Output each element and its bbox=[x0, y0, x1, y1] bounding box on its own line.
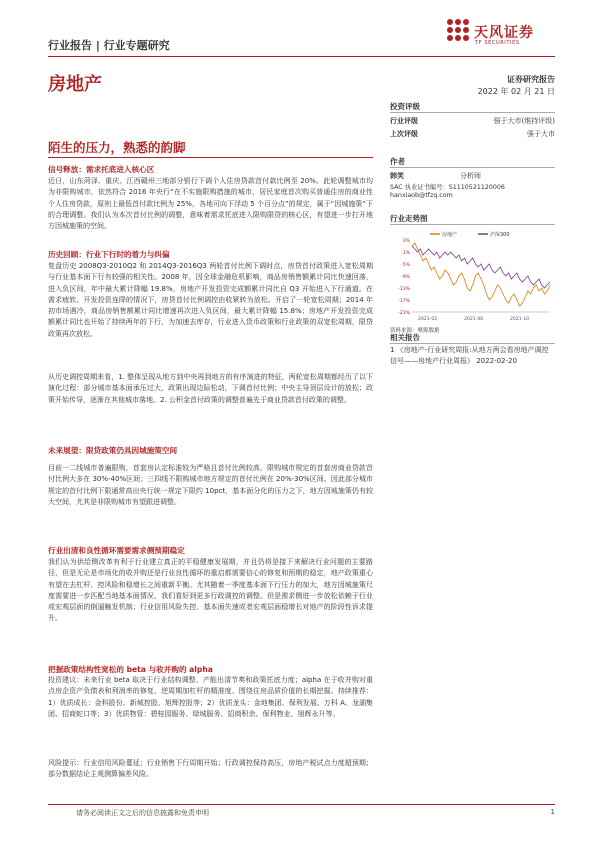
author-email: hanxiaob@tfzq.com bbox=[390, 192, 453, 199]
risk-warning: 风险提示：行业信用风险蔓延；行业销售下行周期开始；行政调控保持高压，房地产税试点力度超预期；部分数据结论主观测算偏差风险。 bbox=[48, 759, 373, 779]
y-tick-label: -5% bbox=[401, 263, 410, 268]
rating-value-0: 强于大市(维持评级) bbox=[493, 117, 555, 125]
related-divider bbox=[390, 343, 555, 344]
rating-label-0: 行业评级 bbox=[390, 117, 418, 125]
series-line-沪深300 bbox=[412, 246, 550, 288]
author-heading: 作者 bbox=[390, 157, 405, 166]
section-heading-6: 把握政策结构性宽松的 beta 与收并购的 alpha bbox=[48, 665, 213, 674]
rating-label-1: 上次评级 bbox=[390, 130, 418, 138]
title-divider bbox=[48, 157, 373, 158]
chart-divider bbox=[390, 224, 555, 225]
y-tick-label: -9% bbox=[401, 275, 410, 280]
sector-title: 房地产 bbox=[48, 74, 102, 95]
y-tick-label: -1% bbox=[401, 251, 410, 256]
section-text-1: 近日，山东菏泽、重庆、江西赣州三地部分银行下调个人住房贷款首付款比例至 20%。此轮调整城市均为非限购城市，依然符合 2016 年央行“在不实施限购措施的城市，居民家庭首次购买普通住房的商业性个人住房贷款，原则上最低首付款比例为 25%，各地可向下浮动 5 个百分点”的规定，属于“因城施策”下的合理调整。我们认为本次首付比例的调整，意味着需求托底进入限购限贷的核心区，有望进一步打开地方因城施策的空间。 bbox=[48, 177, 373, 231]
x-tick-label: 2021-06 bbox=[464, 317, 484, 322]
y-tick-label: -13% bbox=[398, 287, 410, 292]
section-text-6: 投资建议：未来行业 beta 取决于行业结构调整、产能出清节奏和政策托底力度；alpha 在于收并购对重点房企资产负债表和利润率的修复、逆周期加杠杆的精准度、围绕住房品质价值的长期挖掘。持续推荐：1）优质成长：金科股份、新城控股、旭辉控股等；2）优质龙头：金地集团、保利发展、万科 A、龙湖集团、招商蛇口等；3）优质物管：碧桂园服务、绿城服务、招商积余、保利物业、旭辉永升等。 bbox=[48, 676, 373, 718]
y-tick-label: 3% bbox=[402, 239, 410, 244]
report-type: 证券研究报告 bbox=[507, 75, 555, 84]
header-divider bbox=[48, 56, 555, 57]
report-title: 陌生的压力，熟悉的韵脚 bbox=[48, 140, 186, 155]
section-text-5: 我们认为供给侧改革有利于行业建立真正的平稳健康发展期，并且仍将是接下来解决行业问题的主要路径，但是无论是市场化的收并购还是行业良性循环的重启都需要信心的修复和预期的稳定，地产政策重心有望在去杠杆、控风险和稳增长之间重新平衡。尤其随着一季度基本面下行压力的加大，地方因城施策尺度需要进一步匹配当地基本面情况，我们看好到更多行政调控的调整。但是需求侧进一步放松依赖于行业或宏观层面的倒逼触发机制；行业信用风险失控、基本面失速或者宏观层面稳增长对地产的阶段性诉求提升。 bbox=[48, 558, 373, 623]
section-heading-1: 信号释放：需求托底进入核心区 bbox=[48, 165, 155, 174]
author-cert: SAC 执业证书编号：S1110521120006 bbox=[390, 184, 505, 191]
rating-divider bbox=[390, 112, 555, 113]
chart-source: 资料来源：聚源数据 bbox=[390, 328, 440, 334]
section-heading-5: 行业出清和良性循环需要需求侧预期稳定 bbox=[48, 546, 185, 555]
x-tick-label: 2021-02 bbox=[418, 317, 438, 322]
section-heading-4: 未来展望：限贷政策仍具因城施策空间 bbox=[48, 446, 178, 455]
legend-label: 房地产 bbox=[442, 232, 458, 238]
y-tick-label: -17% bbox=[398, 299, 410, 304]
brand-name-en: TF SECURITIES bbox=[475, 40, 520, 46]
related-report: 1 《房地产-行业研究周报:从地方两会看房地产调控信号——房地产行业周报》 2022-02-20 bbox=[390, 346, 549, 365]
x-tick-label: 2021-10 bbox=[510, 317, 530, 322]
rating-heading: 投资评级 bbox=[390, 102, 420, 111]
footer-disclaimer: 请务必阅读正文之后的信息披露和免责申明 bbox=[76, 809, 209, 817]
series-line-房地产 bbox=[412, 243, 550, 306]
section-text-4: 目前一二线城市普遍限购，首套房认定标准较为严格且首付比例较高，限购城市规定的首套房商业贷款首付比例大多在 30%-40%区间；三四线不限购城市地方规定的首付比例在 20%-30%区间。因此部分城市规定的首付比例下限通常高出央行统一规定下限约 10pct，基本面分化的压力之下，地方因城施策仍有较大空间，尤其是非限购城市有望跟进调整。 bbox=[48, 464, 373, 506]
legend-label: 沪深300 bbox=[490, 232, 510, 238]
author-role: 分析师 bbox=[460, 172, 481, 180]
chart-heading: 行业走势图 bbox=[390, 214, 428, 223]
author-name: 韩笑 bbox=[390, 172, 404, 180]
section-text-3: 从历史调控周期来看，1. 整体呈现从地方到中央再到地方的有序演进的特征，两轮宽松周期都经历了以下演化过程：部分城市基本面承压过大，政策出现边际松动，下调首付比例；中央主导顶层设计的放松；政策开始传导，逐渐在其他城市落地。2. 公积金首付政策的调整普遍先于商业贷款首付政策的调整。 bbox=[48, 373, 373, 404]
related-heading: 相关报告 bbox=[390, 333, 420, 342]
y-tick-label: -21% bbox=[398, 311, 410, 316]
section-text-2: 复盘历史 2008Q3-2010Q2 和 2014Q3-2016Q3 两轮首付比例下调时点，房贷首付政策进入宽松周期与行业基本面下行有较强的相关性。2008 年，因全球金融危机影响，商品房销售额累计同比快速回落，进入负区间，年中最大累计降幅 19.8%，房地产开发投资完成额累计同比自 Q3 开始进入下行通道。在需求疲软、开发投资连降的情况下，房贷首付比例调控由收紧转为放松。开启了一轮宽松周期；2014 年初市场遇冷，商品房销售额累计同比增速再次进入负区间，最大累计降幅 15.8%；房地产开发投资完成额累计同比也开始了持续两年的下行，为加速去库存，行业进入货币政策和行业政策的双宽松周期，限贷政策再次放松。 bbox=[48, 262, 373, 338]
report-category: 行业报告 | 行业专题研究 bbox=[48, 39, 170, 52]
page-number: 1 bbox=[550, 808, 555, 816]
section-heading-2: 历史回顾：行业下行时的着力与纠偏 bbox=[48, 250, 170, 259]
brand-name: 天风证券 bbox=[474, 25, 534, 41]
report-date: 2022 年 02 月 21 日 bbox=[477, 87, 555, 96]
footer-divider bbox=[48, 804, 555, 805]
author-divider bbox=[390, 167, 555, 168]
industry-trend-chart bbox=[390, 228, 555, 324]
rating-value-1: 强于大市 bbox=[527, 130, 555, 138]
